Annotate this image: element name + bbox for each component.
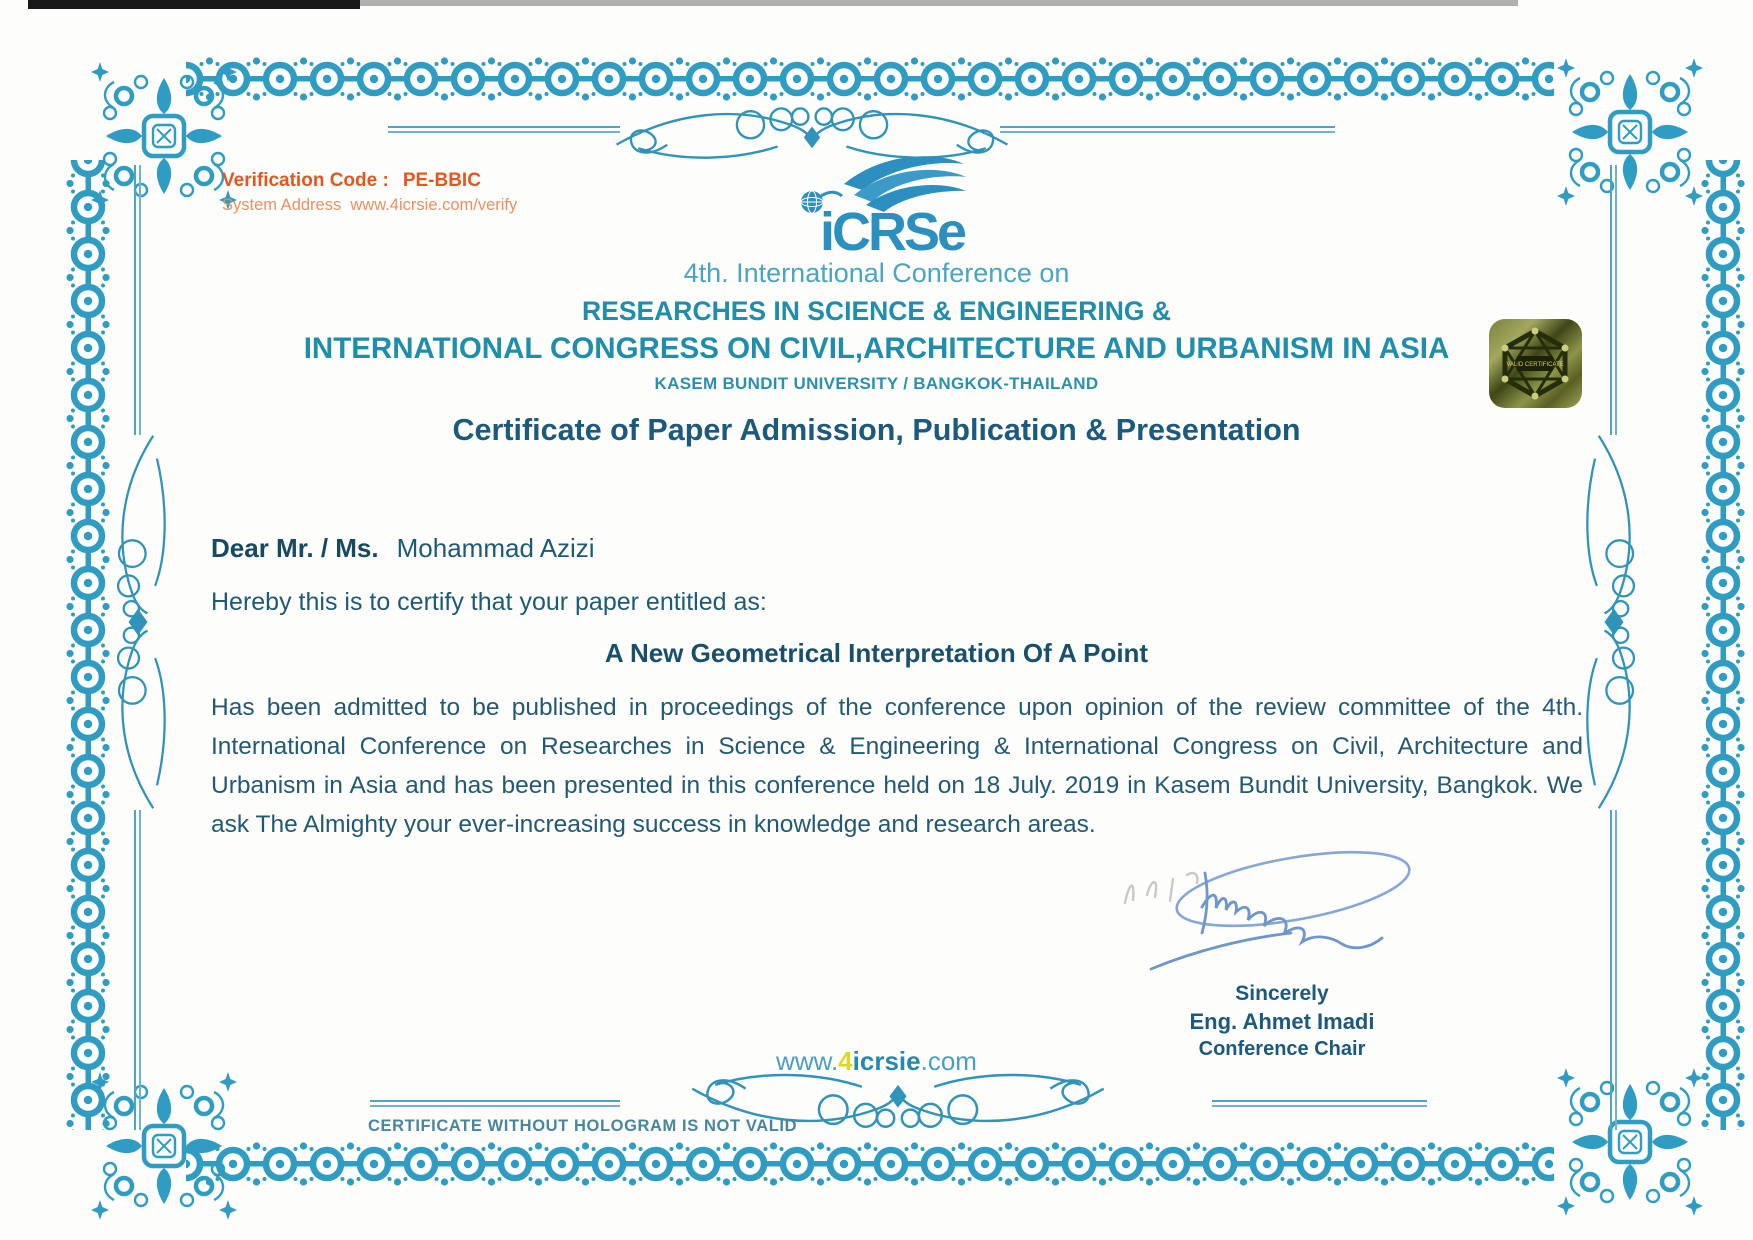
url-digit: 4 [838, 1046, 853, 1076]
verification-label: Verification Code : [222, 170, 389, 191]
left-rule-bottom [134, 810, 141, 1130]
hologram-sticker [1487, 317, 1584, 410]
right-rule-bottom [1610, 810, 1617, 1130]
paper-title: A New Geometrical Interpretation Of A Point [604, 638, 1149, 668]
logo-text: iCRSe [820, 202, 965, 260]
url-name: icrsie [852, 1046, 921, 1076]
url-prefix: www. [776, 1046, 839, 1076]
url-suffix: .com [920, 1046, 977, 1076]
top-rule-right [1000, 126, 1335, 133]
salutation-line [211, 533, 595, 564]
system-address-url: www.4icrsie.com/verify [350, 196, 518, 214]
website-url [0, 1046, 1753, 1077]
signer-name: Eng. Ahmet Imadi [1189, 1009, 1375, 1034]
right-flourish-icon [1572, 432, 1656, 812]
signature-icon [1055, 845, 1425, 985]
system-address-label: System Address [222, 196, 342, 214]
signer-title: Conference Chair [1198, 1038, 1366, 1060]
bottom-rule-right [1212, 1100, 1427, 1107]
top-rule-left [388, 126, 620, 133]
certify-intro: Hereby this is to certify that your paper entitled as: [211, 588, 767, 616]
left-flourish-icon [96, 432, 180, 812]
hologram-label: VALID CERTIFICATE [1506, 362, 1564, 368]
conference-line1: 4th. International Conference on [683, 258, 1070, 288]
recipient-name: Mohammad Azizi [396, 533, 595, 563]
certificate-title: Certificate of Paper Admission, Publication & Presentation [452, 413, 1301, 447]
border-chain-bottom [186, 1138, 1554, 1190]
bottom-rule-left [370, 1100, 620, 1107]
conference-line3: INTERNATIONAL CONGRESS ON CIVIL,ARCHITECTURE AND URBANISM IN ASIA [303, 332, 1450, 365]
corner-ornament-top-left-icon [84, 56, 244, 216]
corner-ornament-bottom-right-icon [1550, 1062, 1710, 1222]
conference-line2: RESEARCHES IN SCIENCE & ENGINEERING & [582, 296, 1171, 326]
verification-block [222, 170, 517, 215]
icrse-logo-icon [788, 148, 978, 260]
certificate-body-text: Has been admitted to be published in proceedings of the conference upon opinion of the review committee of the 4th. International Conference on Researches in Science & Engineering & International Congress on Civil, Architecture and Urbanism in Asia and has been presented in this conference held on 18 July. 2019 in Kasem Bundit University, Bangkok. We ask The Almighty your ever-increasing success in knowledge and research areas. [211, 694, 1583, 838]
salutation-label: Dear Mr. / Ms. [211, 533, 379, 563]
scan-artifact-line [360, 0, 1518, 6]
verification-code: PE-BBIC [402, 170, 481, 191]
signature-closing: Sincerely [1235, 982, 1329, 1005]
conference-venue: KASEM BUNDIT UNIVERSITY / BANGKOK-THAILAND [654, 374, 1099, 393]
corner-ornament-bottom-left-icon [84, 1066, 244, 1226]
hologram-notice: CERTIFICATE WITHOUT HOLOGRAM IS NOT VALID [368, 1117, 798, 1135]
scan-artifact-bar [28, 0, 360, 9]
corner-ornament-top-right-icon [1550, 52, 1710, 212]
